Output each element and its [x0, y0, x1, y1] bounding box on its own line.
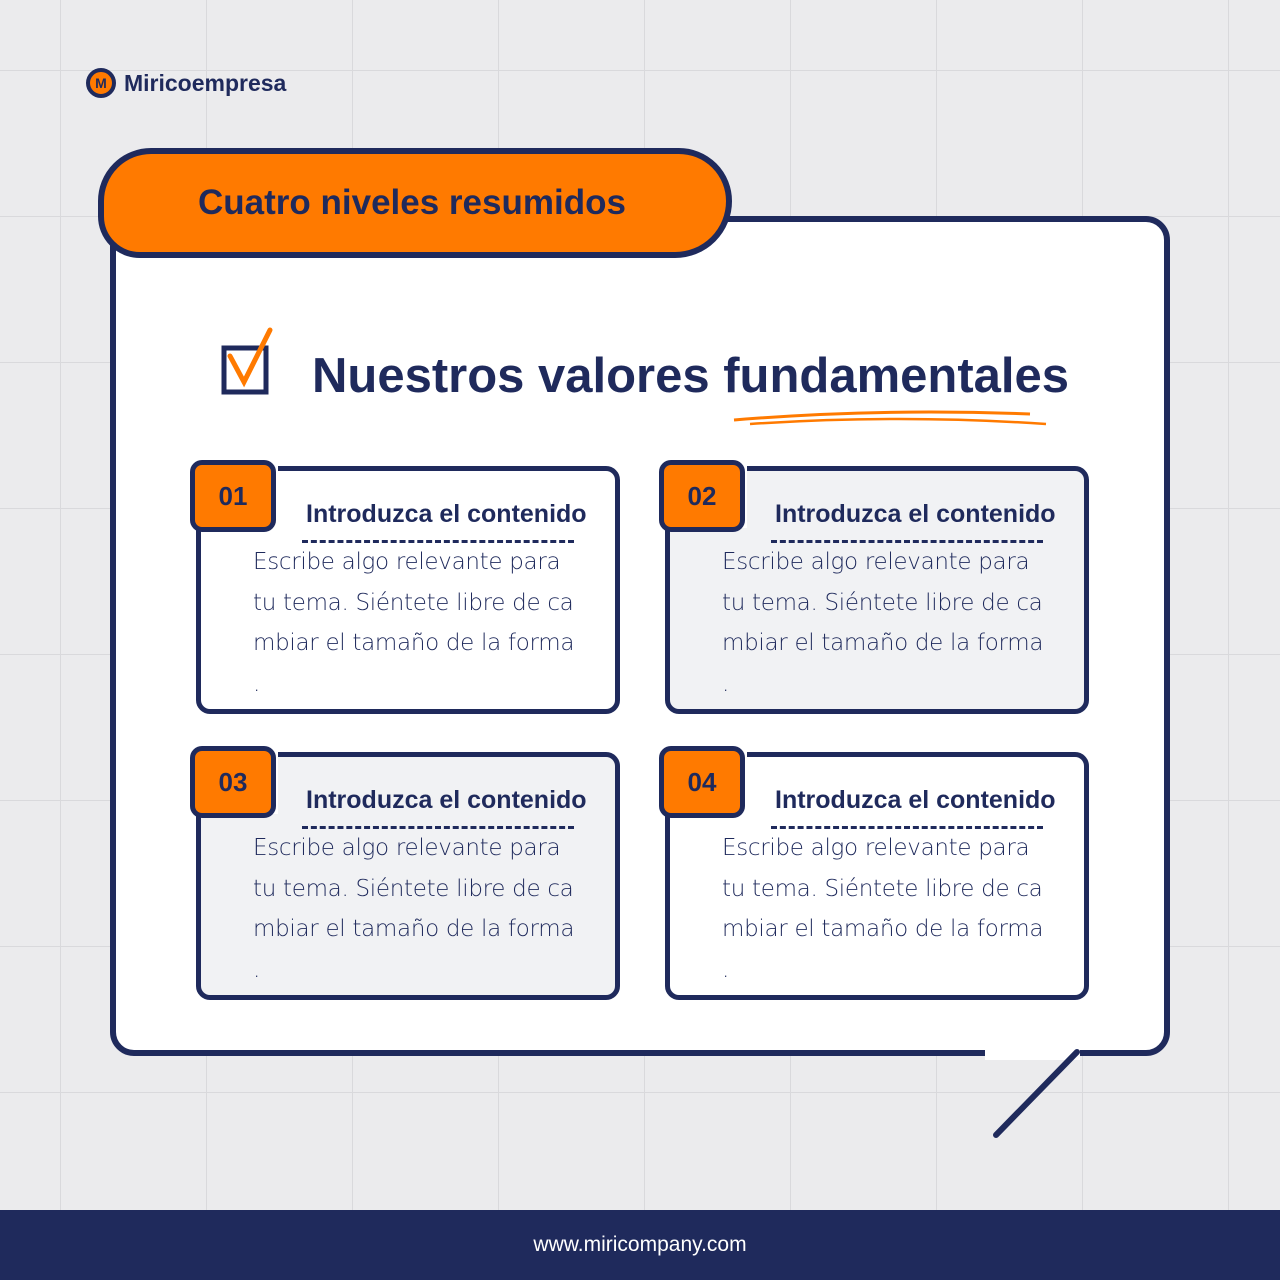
card-body: Escribe algo relevante para tu tema. Siéntete libre de ca mbiar el tamaño de la forma .	[722, 835, 1044, 983]
logo-icon: M	[86, 68, 116, 98]
section-tab: Cuatro niveles resumidos	[98, 148, 732, 258]
checkbox-check-icon	[220, 326, 276, 398]
card-body: Escribe algo relevante para tu tema. Siéntete libre de ca mbiar el tamaño de la forma .	[253, 835, 575, 983]
card-number-badge: 03	[190, 746, 276, 818]
website-link[interactable]: www.miricompany.com	[533, 1233, 747, 1256]
card-body: Escribe algo relevante para tu tema. Siéntete libre de ca mbiar el tamaño de la forma .	[253, 549, 575, 697]
brand-name: Miricoempresa	[124, 69, 287, 96]
card-number-badge: 01	[190, 460, 276, 532]
card-title: Introduzca el contenido	[775, 500, 1056, 528]
page-heading: Nuestros valores fundamentales	[312, 349, 1070, 403]
card-number-badge: 02	[659, 460, 745, 532]
footer	[0, 1210, 1280, 1280]
brand-logo	[86, 68, 286, 98]
speech-tail	[980, 1040, 1090, 1150]
card-title: Introduzca el contenido	[306, 786, 587, 814]
card-number-badge: 04	[659, 746, 745, 818]
card-body: Escribe algo relevante para tu tema. Siéntete libre de ca mbiar el tamaño de la forma .	[722, 549, 1044, 697]
card-title: Introduzca el contenido	[775, 786, 1056, 814]
card-title: Introduzca el contenido	[306, 500, 587, 528]
underline-decoration	[730, 406, 1050, 430]
